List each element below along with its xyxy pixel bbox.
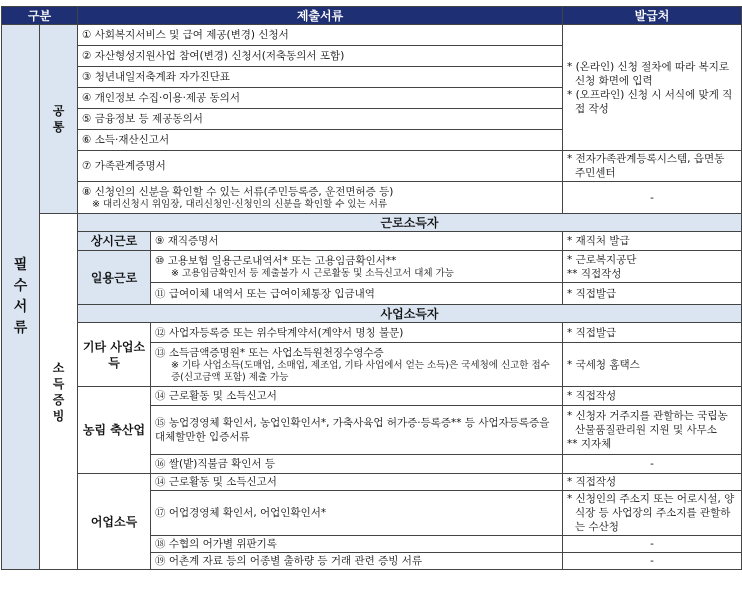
item-16: ⑯ 쌀(밭)직불금 확인서 등 xyxy=(151,455,563,474)
fish-item-14: ⑭ 근로활동 및 소득신고서 xyxy=(151,474,563,491)
item-15: ⑮ 농업경영체 확인서, 농업인확인서*, 가축사육업 허가증·등록증** 등 사업자등록증을 대체할만한 입증서류 xyxy=(151,406,563,455)
common-label: 공통 xyxy=(40,25,78,214)
required-label: 필수서류 xyxy=(2,25,40,570)
item-9: ⑨ 재직증명서 xyxy=(151,232,563,251)
business-income-title: 사업소득자 xyxy=(78,305,742,323)
income-proof-label: 소득증빙 xyxy=(40,214,78,570)
common-item-5: ⑤ 금융정보 등 제공동의서 xyxy=(78,109,563,130)
header-issuer: 발급처 xyxy=(563,7,742,25)
farm-issuer-14: * 직접작성 xyxy=(563,387,742,406)
issuer-18: - xyxy=(563,536,742,553)
issuer-11: * 직접발급 xyxy=(563,283,742,305)
issuer-13: * 국세청 홈택스 xyxy=(563,343,742,387)
issuer-19: - xyxy=(563,553,742,570)
item-12: ⑫ 사업자등록증 또는 위수탁계약서(계약서 명칭 불문) xyxy=(151,323,563,343)
earned-income-title: 근로소득자 xyxy=(78,214,742,232)
item-13: ⑬ 소득금액증명원* 또는 사업소득원천징수영수증 ※ 기타 사업소득(도매업, 소매업, 제조업, 기타 사업에서 얻는 소득)은 국세청에 신고한 접수증(신고금액 포함) 제출 가능 xyxy=(151,343,563,387)
common-issuer-8: - xyxy=(563,182,742,214)
item-17: ⑰ 어업경영체 확인서, 어업인확인서* xyxy=(151,491,563,536)
other-business-label: 기타 사업소득 xyxy=(78,323,151,387)
common-item-1: ① 사회복지서비스 및 급여 제공(변경) 신청서 xyxy=(78,25,563,46)
issuer-12: * 직접발급 xyxy=(563,323,742,343)
issuer-17: * 신청인의 주소지 또는 어로시설, 양식장 등 사업장의 주소지를 관할하는 수산청 xyxy=(563,491,742,536)
item-10: ⑩ 고용보험 일용근로내역서* 또는 고용임금확인서** ※ 고용임금확인서 등 제출불가 시 근로활동 및 소득신고서 대체 가능 xyxy=(151,251,563,283)
common-item-3: ③ 청년내일저축계좌 자가진단표 xyxy=(78,67,563,88)
common-item-8: ⑧ 신청인의 신분을 확인할 수 있는 서류(주민등록증, 운전면허증 등) ※ 대리신청시 위임장, 대리신청인·신청인의 신분을 확인할 수 있는 서류 xyxy=(78,182,563,214)
required-documents-table xyxy=(1,6,742,570)
issuer-16: - xyxy=(563,455,742,474)
item-19: ⑲ 어촌계 자료 등의 어종별 출하량 등 거래 관련 증빙 서류 xyxy=(151,553,563,570)
farm-item-14: ⑭ 근로활동 및 소득신고서 xyxy=(151,387,563,406)
regular-work-label: 상시근로 xyxy=(78,232,151,251)
item-10-note: ※ 고용임금확인서 등 제출불가 시 근로활동 및 소득신고서 대체 가능 xyxy=(171,267,454,279)
issuer-15: * 신청자 거주지를 관할하는 국립농산물품질관리원 지원 및 사무소 ** 지자체 xyxy=(563,406,742,455)
header-docs: 제출서류 xyxy=(78,7,563,25)
item-11: ⑪ 급여이체 내역서 또는 급여이체통장 입금내역 xyxy=(151,283,563,305)
common-item-8-note: ※ 대리신청시 위임장, 대리신청인·신청인의 신분을 확인할 수 있는 서류 xyxy=(92,198,388,210)
common-item-4: ④ 개인정보 수집·이용·제공 동의서 xyxy=(78,88,563,109)
fishery-label: 어업소득 xyxy=(78,474,151,570)
header-category: 구분 xyxy=(2,7,78,25)
issuer-10: * 근로복지공단 ** 직접작성 xyxy=(563,251,742,283)
common-item-6: ⑥ 소득·재산신고서 xyxy=(78,130,563,151)
item-18: ⑱ 수협의 어가별 위판기록 xyxy=(151,536,563,553)
common-item-2: ② 자산형성지원사업 참여(변경) 신청서(저축동의서 포함) xyxy=(78,46,563,67)
common-issuer-7: * 전자가족관계등록시스템, 읍면동 주민센터 xyxy=(563,151,742,182)
common-item-7: ⑦ 가족관계증명서 xyxy=(78,151,563,182)
daily-work-label: 일용근로 xyxy=(78,251,151,305)
common-issuer-1-6: * (온라인) 신청 절차에 따라 복지로 신청 화면에 입력 * (오프라인) 신청 시 서식에 맞게 직접 작성 xyxy=(563,25,742,151)
issuer-9: * 재직처 발급 xyxy=(563,232,742,251)
item-13-note: ※ 기타 사업소득(도매업, 소매업, 제조업, 기타 사업에서 얻는 소득)은 국세청에 신고한 접수증(신고금액 포함) 제출 가능 xyxy=(171,359,550,383)
farm-label: 농림 축산업 xyxy=(78,387,151,474)
fish-issuer-14: * 직접작성 xyxy=(563,474,742,491)
